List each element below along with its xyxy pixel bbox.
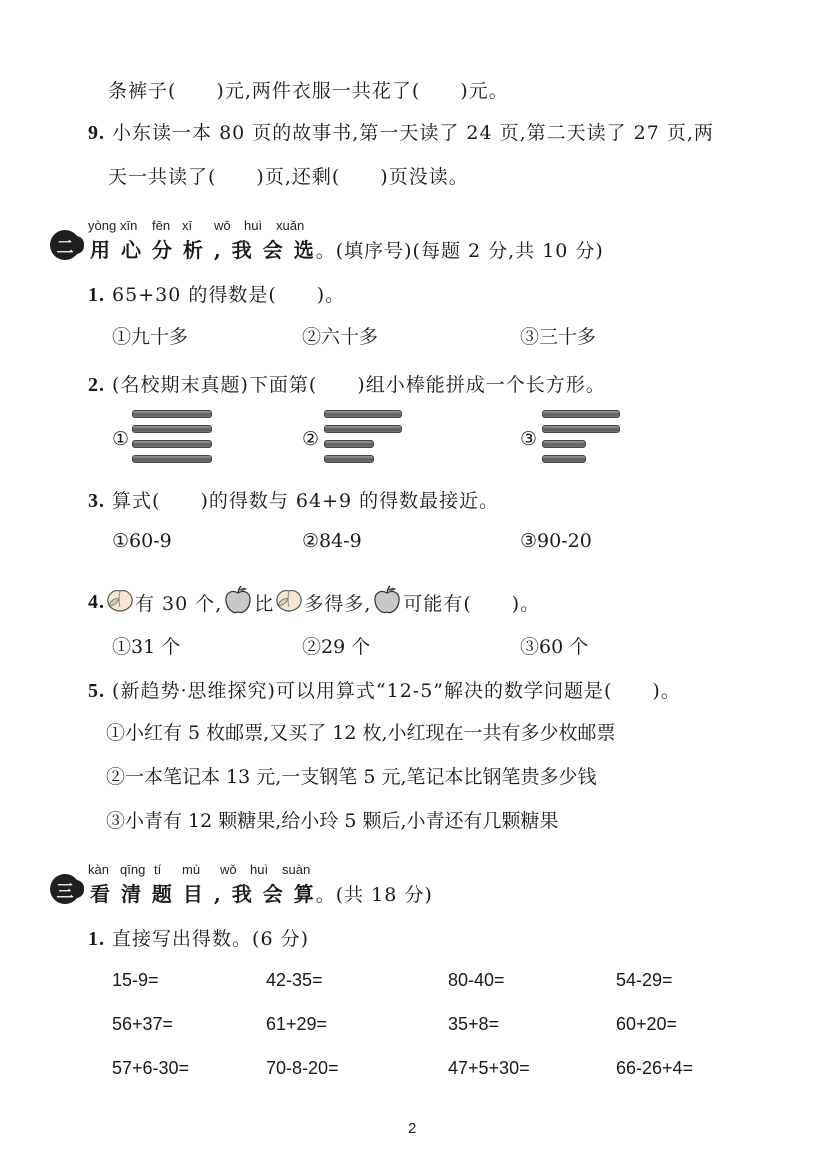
calc-item: 35+8= [448, 1014, 500, 1034]
s2-q1: 1. 65+30 的得数是( )。 [88, 284, 346, 306]
stick [542, 440, 586, 448]
calc-item: 60+20= [616, 1014, 678, 1034]
s2-q2-text: (名校期末真题)下面第( )组小棒能拼成一个长方形。 [112, 374, 606, 396]
s2-q5-option-3: ③小青有 12 颗糖果,给小玲 5 颗后,小青还有几颗糖果 [106, 810, 559, 832]
stick [324, 425, 402, 433]
s2-q4: 4. 有 30 个, 比 多得多, 可能有( )。 [88, 584, 540, 621]
s2-q4-option-3: ③60 个 [520, 636, 589, 658]
q9 [88, 118, 714, 145]
s2-q5: 5. (新趋势·思维探究)可以用算式“12-5”解决的数学问题是( )。 [88, 680, 681, 702]
s2-q1-text: 65+30 的得数是( )。 [112, 284, 346, 306]
s2-q3-option-1: ①60-9 [112, 530, 172, 552]
calc-item: 80-40= [448, 970, 505, 990]
s2-q4-option-2: ②29 个 [302, 636, 371, 658]
section2-badge: 二 [50, 230, 80, 260]
s2-q1-option-3: ③三十多 [520, 326, 597, 348]
stick [324, 440, 374, 448]
s2-q2: 2. (名校期末真题)下面第( )组小棒能拼成一个长方形。 [88, 374, 606, 396]
s2-q4-option-1: ①31 个 [112, 636, 181, 658]
section2-note: 。(填序号)(每题 2 分,共 10 分) [315, 240, 604, 262]
calc-item: 57+6-30= [112, 1058, 190, 1078]
apple-icon [371, 584, 403, 621]
calc-item: 54-29= [616, 970, 673, 990]
calc-item: 61+29= [266, 1014, 328, 1034]
peach-icon [274, 587, 304, 618]
q9-number: 9. [88, 122, 105, 144]
s2-q3-text: 算式( )的得数与 64+9 的得数最接近。 [112, 490, 500, 512]
s2-q3: 3. 算式( )的得数与 64+9 的得数最接近。 [88, 490, 500, 512]
s2-q5-option-1: ①小红有 5 枚邮票,又买了 12 枚,小红现在一共有多少枚邮票 [106, 722, 616, 744]
stick [132, 440, 212, 448]
section2-title: 用 心 分 析 , 我 会 选 [90, 238, 316, 262]
peach-icon [105, 587, 135, 618]
stick [324, 410, 402, 418]
s2-q3-option-3: ③90-20 [520, 530, 592, 552]
s2-q1-option-2: ②六十多 [302, 326, 379, 348]
s2-q5-option-2: ②一本笔记本 13 元,一支钢笔 5 元,笔记本比钢笔贵多少钱 [106, 766, 597, 788]
apple-icon [222, 584, 254, 621]
s2-q3-option-2: ②84-9 [302, 530, 362, 552]
stick [542, 425, 620, 433]
stick [132, 455, 212, 463]
section3-title: 看 清 题 目 , 我 会 算 [90, 882, 316, 906]
s2-q1-option-1: ①九十多 [112, 326, 189, 348]
stick [542, 410, 620, 418]
q9-line2: 天一共读了( )页,还剩( )页没读。 [108, 166, 469, 188]
s2-q5-text: (新趋势·思维探究)可以用算式“12-5”解决的数学问题是( )。 [112, 680, 681, 702]
q8-tail: 条裤子( )元,两件衣服一共花了( )元。 [108, 80, 509, 102]
stick [542, 455, 586, 463]
calc-item: 15-9= [112, 970, 159, 990]
section2-header [90, 234, 604, 263]
section3-header [90, 878, 433, 907]
calc-item: 56+37= [112, 1014, 174, 1034]
q9-line1: 小东读一本 80 页的故事书,第一天读了 24 页,第二天读了 27 页,两 [112, 122, 714, 144]
s3-q1: 1. 直接写出得数。(6 分) [88, 928, 310, 950]
s2-q2-option-3-label: ③ [520, 428, 538, 450]
calc-item: 47+5+30= [448, 1058, 530, 1078]
calc-item: 66-26+4= [616, 1058, 694, 1078]
page-number: 2 [408, 1120, 417, 1137]
section3-note: 。(共 18 分) [315, 884, 433, 906]
stick [132, 425, 212, 433]
calc-item: 42-35= [266, 970, 323, 990]
calc-item: 70-8-20= [266, 1058, 339, 1078]
stick [132, 410, 212, 418]
stick [324, 455, 374, 463]
s2-q2-option-1-label: ① [112, 428, 130, 450]
s3-q1-text: 直接写出得数。(6 分) [112, 928, 310, 950]
section3-badge: 三 [50, 874, 80, 904]
s2-q2-option-2-label: ② [302, 428, 320, 450]
section3-pinyin: kàn qīng tí mù wǒ huì suàn [88, 862, 311, 877]
section2-pinyin: yòng xīn fēn xī wǒ huì xuǎn [88, 218, 305, 233]
